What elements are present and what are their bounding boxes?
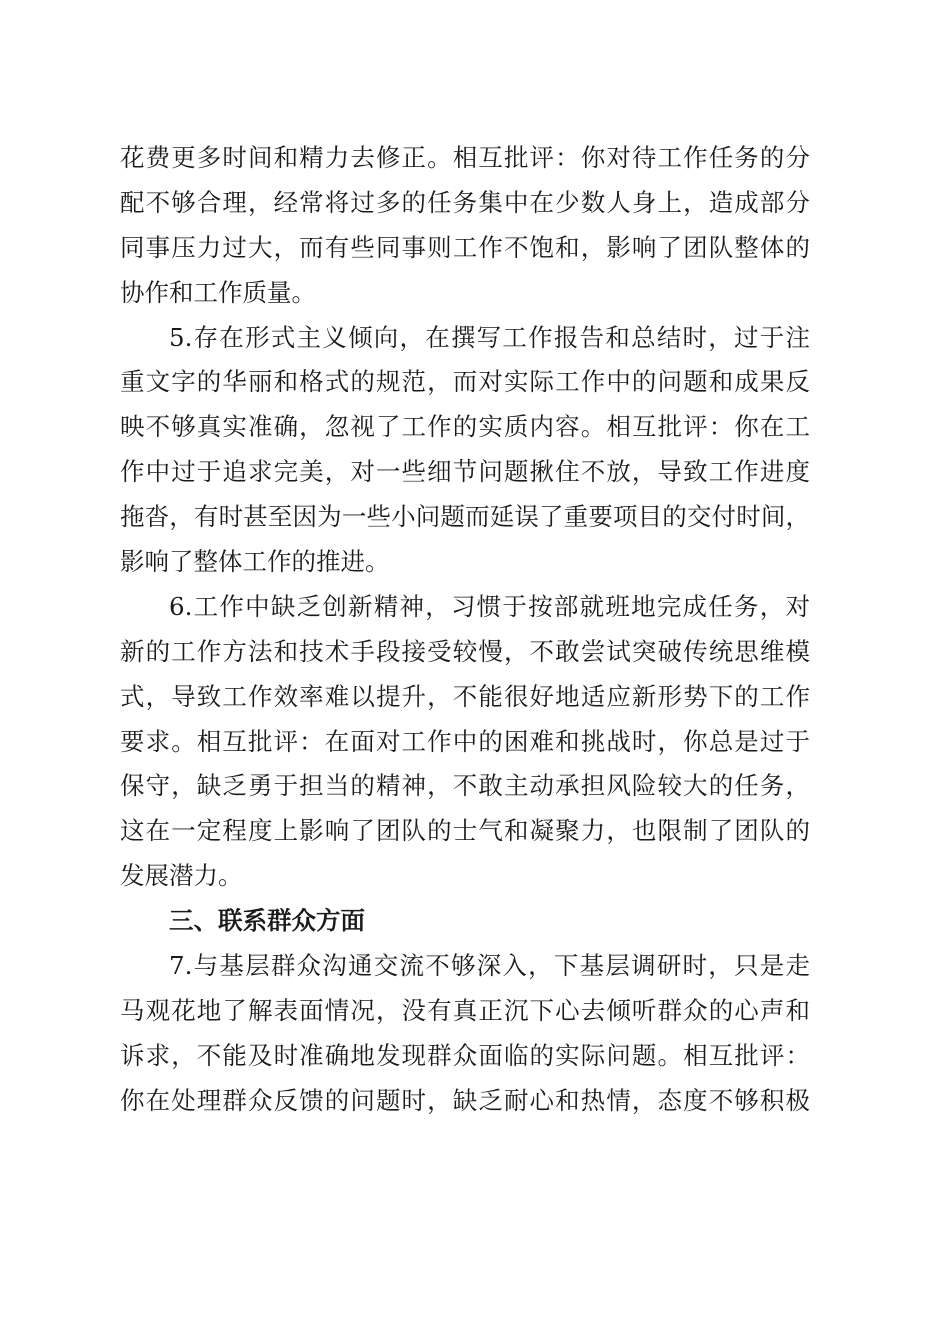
text-line: 新的工作方法和技术手段接受较慢，不敢尝试突破传统思维模 <box>120 636 810 666</box>
text-line: 保守，缺乏勇于担当的精神，不敢主动承担风险较大的任务， <box>120 771 810 801</box>
text-line: 映不够真实准确，忽视了工作的实质内容。相互批评：你在工 <box>120 412 810 442</box>
text-line: 式，导致工作效率难以提升，不能很好地适应新形势下的工作 <box>120 681 810 711</box>
text-line: 要求。相互批评：在面对工作中的困难和挑战时，你总是过于 <box>120 726 810 756</box>
text-line: 拖沓，有时甚至因为一些小问题而延误了重要项目的交付时间， <box>120 502 810 532</box>
section-heading: 三、联系群众方面 <box>169 906 365 936</box>
text-line: 配不够合理，经常将过多的任务集中在少数人身上，造成部分 <box>120 187 810 217</box>
text-line: 6.工作中缺乏创新精神，习惯于按部就班地完成任务，对 <box>169 591 810 621</box>
text-line: 花费更多时间和精力去修正。相互批评：你对待工作任务的分 <box>120 143 810 172</box>
text-line: 马观花地了解表面情况，没有真正沉下心去倾听群众的心声和 <box>120 995 810 1025</box>
text-line: 诉求，不能及时准确地发现群众面临的实际问题。相互批评： <box>120 1040 810 1070</box>
text-line: 同事压力过大，而有些同事则工作不饱和，影响了团队整体的 <box>120 232 810 262</box>
text-line: 发展潜力。 <box>120 861 243 891</box>
text-line: 你在处理群众反馈的问题时，缺乏耐心和热情，态度不够积极 <box>120 1085 810 1115</box>
text-line: 7.与基层群众沟通交流不够深入，下基层调研时，只是走 <box>169 951 810 981</box>
text-line: 作中过于追求完美，对一些细节问题揪住不放，导致工作进度 <box>120 457 810 487</box>
text-line: 这在一定程度上影响了团队的士气和凝聚力，也限制了团队的 <box>120 816 810 846</box>
text-line: 重文字的华丽和格式的规范，而对实际工作中的问题和成果反 <box>120 367 810 397</box>
text-line: 协作和工作质量。 <box>120 277 316 307</box>
text-line: 5.存在形式主义倾向，在撰写工作报告和总结时，过于注 <box>169 322 810 352</box>
text-line: 影响了整体工作的推进。 <box>120 547 390 577</box>
document-body <box>120 136 810 1124</box>
